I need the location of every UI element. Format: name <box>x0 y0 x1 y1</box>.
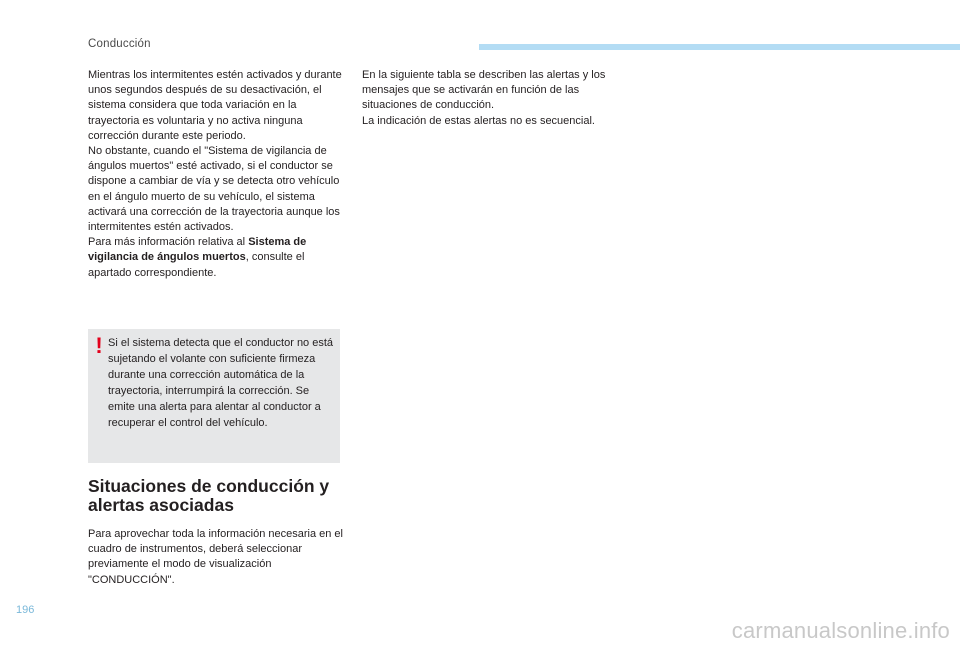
paragraph-modo-conduccion: Para aprovechar toda la información necesaria en el cuadro de instrumentos, deberá seleccionar previamente el modo de visualización "CONDUCCIÓN". <box>88 528 343 586</box>
page-number: 196 <box>16 604 35 616</box>
section-body <box>88 527 344 588</box>
paragraph-no-secuencial: La indicación de estas alertas no es secuencial. <box>362 114 595 127</box>
header-bar <box>479 44 960 50</box>
warning-box <box>88 329 340 463</box>
paragraph-intermitentes: Mientras los intermitentes estén activados y durante unos segundos después de su desactivación, el sistema considera que toda variación en la trayectoria es voluntaria y no activa ninguna corrección durante este periodo. <box>88 69 342 142</box>
section-title: Conducción <box>88 38 151 50</box>
exclamation-icon: ! <box>95 333 103 358</box>
watermark: carmanualsonline.info <box>731 618 950 643</box>
reference-suffix: , consulte el apartado correspondiente. <box>88 251 305 279</box>
section-heading: Situaciones de conducción y alertas asociadas <box>88 476 330 515</box>
warning-text: Si el sistema detecta que el conductor no está sujetando el volante con suficiente firmeza durante una corrección automática de la trayectoria, interrumpirá la corrección. Se emite una alerta para alentar al conductor a recuperar el control del vehículo. <box>108 337 334 429</box>
reference-prefix: Para más información relativa al <box>88 236 249 249</box>
left-column <box>88 68 344 281</box>
paragraph-tabla-alertas: En la siguiente tabla se describen las alertas y los mensajes que se activarán en función de las situaciones de conducción. <box>362 69 606 112</box>
right-column <box>362 68 618 129</box>
reference-link-text: Sistema de vigilancia de ángulos muertos <box>88 236 307 264</box>
paragraph-mas-informacion <box>88 235 344 281</box>
paragraph-angulo-muerto: No obstante, cuando el "Sistema de vigilancia de ángulos muertos" esté activado, si el conductor se dispone a cambiar de vía y se detecta otro vehículo en el ángulo muerto de su vehículo, el sistema activará una corrección de la trayectoria aunque los intermitentes estén activados. <box>88 145 340 234</box>
